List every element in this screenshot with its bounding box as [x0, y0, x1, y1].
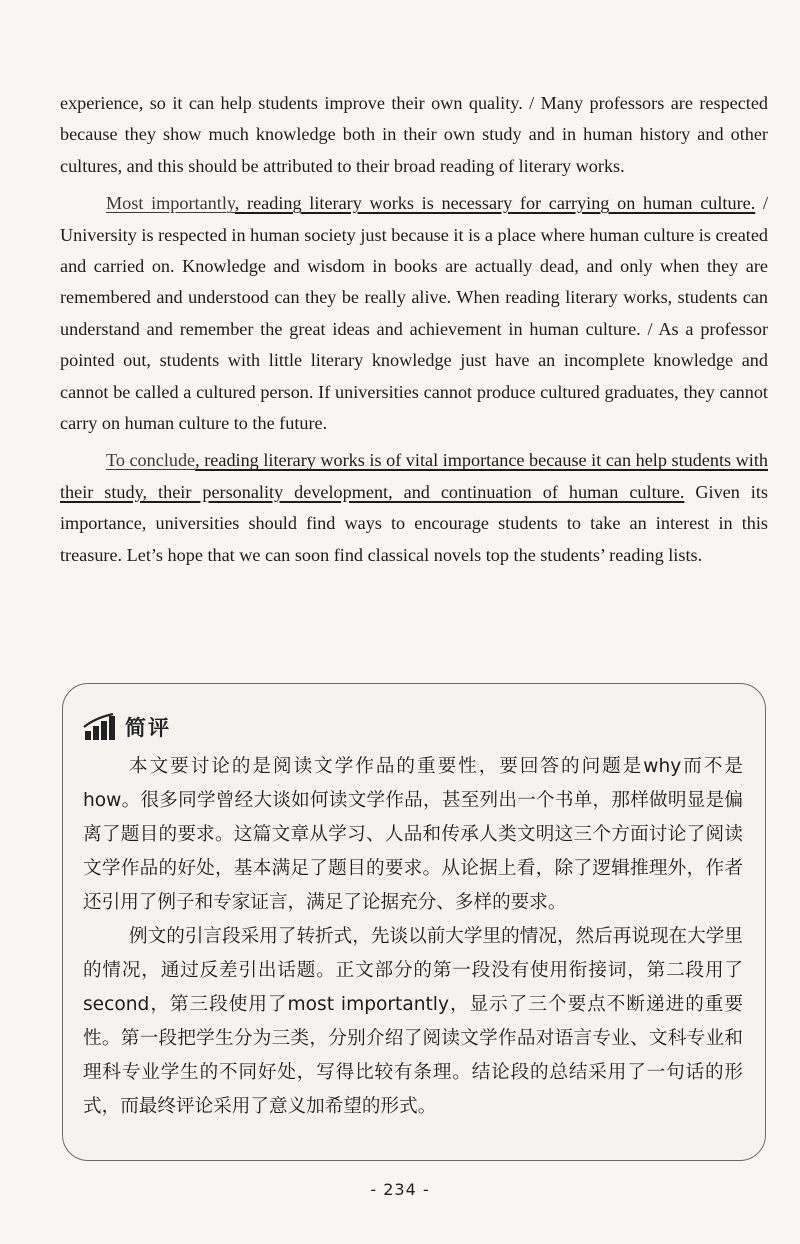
essay-paragraph-3	[60, 445, 768, 571]
topic-sentence: , reading literary works is of vital importance because it can help students with their study, their personality development, and continuation of human culture.	[60, 450, 768, 502]
paragraph-body: Given its importance, universities should find ways to encourage students to take an interest in this treasure. Let’s hope that we can soon find classical novels top the students’ reading lists.	[60, 481, 768, 565]
essay-paragraph-1: experience, so it can help students improve their own quality. / Many professors are respected because they show much knowledge both in their own study and in human history and other cultures, and this should be attributed to their broad reading of literary works.	[60, 93, 768, 176]
transition-phrase: To conclude	[106, 450, 196, 471]
review-header	[83, 712, 171, 742]
page-number: - 234 -	[370, 1180, 430, 1199]
review-box	[62, 683, 766, 1161]
transition-phrase: Most importantly	[106, 193, 235, 214]
review-title: 简评	[125, 716, 171, 740]
review-paragraph-2: 例文的引言段采用了转折式，先谈以前大学里的情况，然后再说现在大学里的情况，通过反差引出话题。正文部分的第一段没有使用衔接词，第二段用了second，第三段使用了most importantly，显示了三个要点不断递进的重要性。第一段把学生分为三类，分别介绍了阅读文学作品对语言专业、文科专业和理科专业学生的不同好处，写得比较有条理。结论段的总结采用了一句话的形式，而最终评论采用了意义加希望的形式。	[83, 926, 743, 1117]
bar-chart-icon	[83, 713, 119, 741]
topic-sentence: , reading literary works is necessary for carrying on human culture.	[234, 193, 756, 214]
essay-paragraph-2	[60, 188, 768, 439]
paragraph-body: / University is respected in human society just because it is a place where human culture is created and carried on. Knowledge and wisdom in books are actually dead, and only when they are remembered and understood can they be really alive. When reading literary works, students can understand and remember the great ideas and achievement in human culture. / As a professor pointed out, students with little literary knowledge just have an incomplete knowledge and cannot be called a cultured person. If universities cannot produce cultured graduates, they cannot carry on human culture to the future.	[60, 193, 769, 434]
essay-text	[60, 88, 768, 571]
review-paragraph-1: 本文要讨论的是阅读文学作品的重要性，要回答的问题是why而不是how。很多同学曾经大谈如何读文学作品，甚至列出一个书单，那样做明显是偏离了题目的要求。这篇文章从学习、人品和传承人类文明这三个方面讨论了阅读文学作品的好处，基本满足了题目的要求。从论据上看，除了逻辑推理外，作者还引用了例子和专家证言，满足了论据充分、多样的要求。	[83, 756, 743, 913]
review-body	[83, 750, 743, 1124]
